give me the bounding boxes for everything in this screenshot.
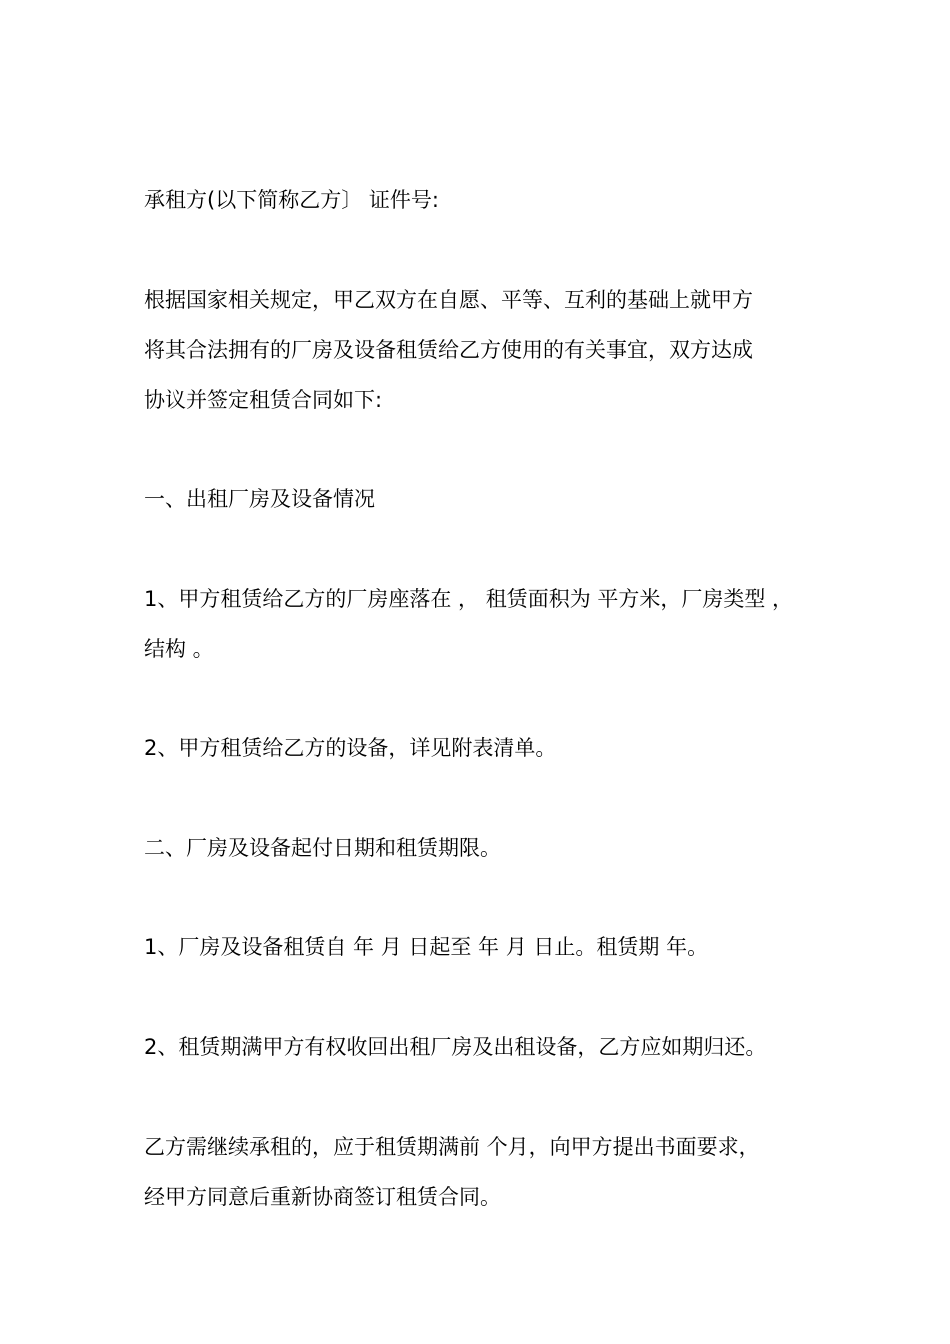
text-line: 承租方(以下简称乙方〕 证件号: (144, 188, 439, 212)
clause-1-2 (144, 723, 834, 773)
text-line: 结构 。 (144, 637, 214, 661)
text-line: 协议并签定租赁合同如下: (144, 388, 383, 412)
text-line: 1、甲方租赁给乙方的厂房座落在 ， 租赁面积为 平方米，厂房类型 ， (144, 587, 794, 611)
text-line: 2、租赁期满甲方有权收回出租厂房及出租设备，乙方应如期归还。 (144, 1035, 767, 1059)
lessee-line (144, 175, 834, 225)
text-line: 根据国家相关规定，甲乙双方在自愿、平等、互利的基础上就甲方 (144, 288, 753, 312)
text-line: 1、厂房及设备租赁自 年 月 日起至 年 月 日止。租赁期 年。 (144, 935, 709, 959)
text-line: 乙方需继续承租的，应于租赁期满前 个月，向甲方提出书面要求， (144, 1135, 760, 1159)
text-line: 将其合法拥有的厂房及设备租赁给乙方使用的有关事宜，双方达成 (144, 338, 753, 362)
preamble-paragraph (144, 275, 834, 425)
text-line: 2、甲方租赁给乙方的设备，详见附表清单。 (144, 736, 557, 760)
clause-2-2 (144, 1022, 834, 1072)
text-line: 经甲方同意后重新协商签订租赁合同。 (144, 1185, 501, 1209)
clause-2-1 (144, 922, 834, 972)
text-line: 二、厂房及设备起付日期和租赁期限。 (144, 836, 501, 860)
section-heading-2 (144, 823, 834, 873)
clause-1-1 (144, 574, 834, 674)
section-heading-1 (144, 474, 834, 524)
renewal-paragraph (144, 1122, 834, 1222)
text-line: 一、出租厂房及设备情况 (144, 487, 375, 511)
